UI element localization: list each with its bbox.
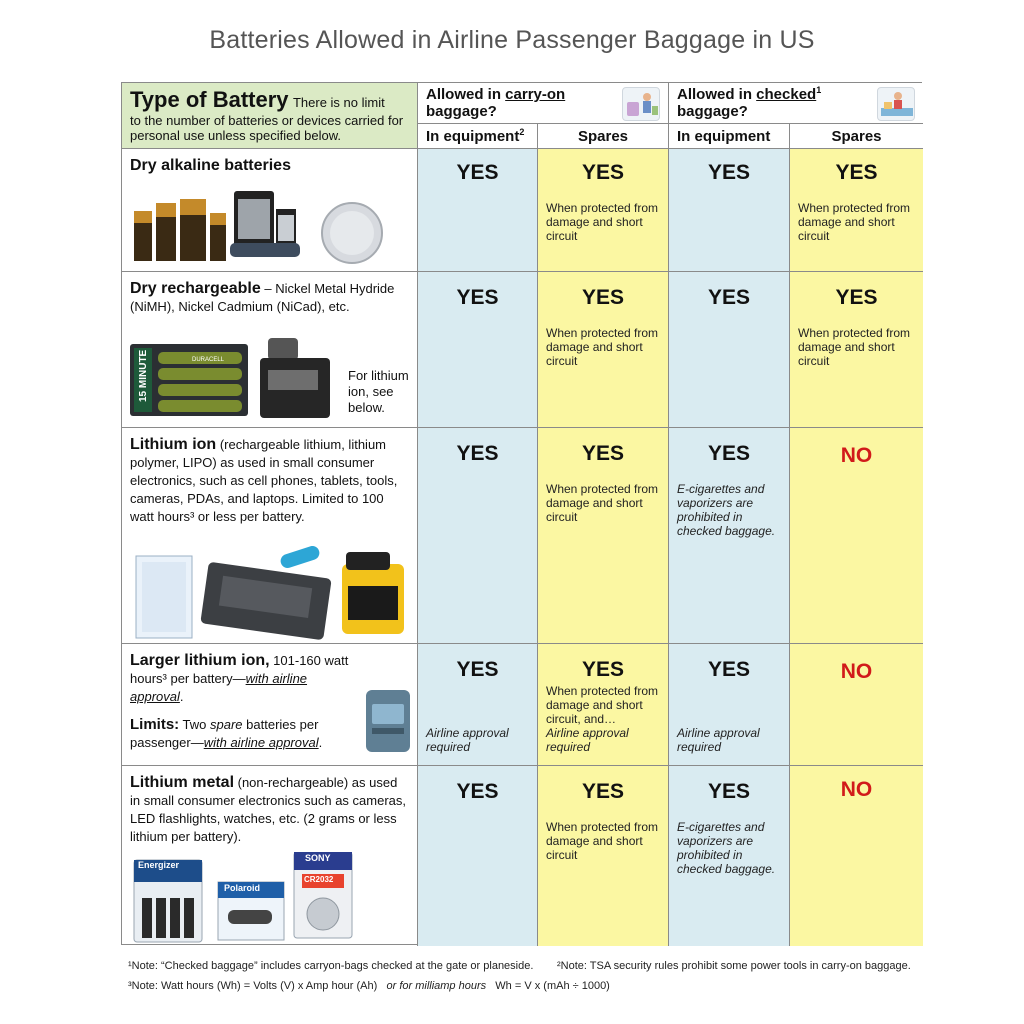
limits-label: Limits:: [130, 716, 180, 733]
answer-yes: YES: [581, 286, 625, 309]
type-note-b: to the number of batteries or devices carried for personal use unless specified below.: [130, 113, 404, 143]
condition-note: When protected from damage and short circuit: [546, 201, 659, 243]
answer-yes: YES: [835, 161, 878, 184]
alkaline-batteries-image: [130, 189, 400, 267]
svg-text:15 MINUTE: 15 MINUTE: [138, 349, 149, 402]
answer-yes: YES: [456, 658, 499, 681]
answer-yes: YES: [581, 161, 625, 184]
header-spares-carry: Spares: [538, 124, 669, 149]
row-lithium-metal-type: [122, 766, 418, 946]
airline-approval-note: Airline approval required: [546, 726, 629, 754]
row-dry-rechargeable-checked-spares: [790, 272, 923, 428]
answer-yes: YES: [456, 780, 499, 803]
checked-illustration-icon: [877, 87, 915, 121]
sony-label: SONY: [305, 853, 331, 863]
row-lithium-ion-checked-equipment: [669, 428, 790, 644]
airline-approval-note: Airline approval required: [426, 726, 509, 754]
row-dry-rechargeable-carry-equipment: [418, 272, 538, 428]
condition-note: When protected from damage and short circuit: [546, 820, 659, 862]
carry-on-illustration-icon: [622, 87, 660, 121]
row-larger-lithium-ion-type: Larger lithium ion, 101-160 watt hours³ per battery—with airline approval. Limits: Two spare batteries per passenger—with airline approval.: [122, 644, 418, 766]
ecig-warning-note: E-cigarettes and vaporizers are prohibited in checked baggage.: [677, 482, 776, 538]
row-dry-rechargeable-checked-equipment: [669, 272, 790, 428]
footnote-2: ²Note: TSA security rules prohibit some power tools in carry-on baggage.: [557, 960, 911, 972]
row-lithium-ion-carry-spares: [538, 428, 669, 644]
condition-note: When protected from damage and short circuit, and…: [546, 684, 659, 726]
row-lithium-metal-carry-spares: [538, 766, 669, 946]
large-battery-pack-image: [364, 688, 412, 754]
row-larger-lithium-ion-carry-equipment: [418, 644, 538, 766]
row-lithium-ion-checked-spares: [790, 428, 923, 644]
header-in-equipment-checked: In equipment: [669, 124, 790, 149]
carry-on-word: carry-on: [505, 86, 566, 103]
answer-yes: YES: [581, 780, 625, 803]
header-checked: Allowed in checked$^1$ baggage?: [669, 83, 923, 124]
row-dry-rechargeable-carry-spares: [538, 272, 669, 428]
answer-yes: YES: [581, 658, 625, 681]
answer-yes: YES: [581, 442, 625, 465]
polaroid-label: Polaroid: [224, 883, 261, 893]
row-desc: – Nickel Metal Hydride (NiMH), Nickel Cadmium (NiCad), etc.: [130, 281, 395, 314]
page-title: Batteries Allowed in Airline Passenger Baggage in US: [209, 26, 815, 54]
airline-approval-link: with airline approval: [130, 671, 308, 704]
type-title: Type of Battery: [130, 87, 289, 112]
answer-no: NO: [840, 778, 873, 801]
row-desc: (rechargeable lithium, lithium polymer, LIPO) as used in small consumer electronics, such as cell phones, tablets, tools, cameras, PDAs, and laptops. Limited to 100 watt hours³ or less per battery.: [130, 437, 398, 524]
answer-yes: YES: [707, 286, 751, 309]
header-in-equipment-carry: In equipment$^2$: [418, 124, 538, 149]
row-lithium-metal-checked-equipment: [669, 766, 790, 946]
battery-table: [121, 82, 922, 945]
row-larger-lithium-ion-checked-spares: [790, 644, 923, 766]
cr2032-label: CR2032: [304, 875, 334, 884]
row-dry-alkaline-checked-equipment: [669, 149, 790, 272]
header-carry-on: Allowed in carry-on baggage?: [418, 83, 669, 124]
header-type-of-battery: [122, 83, 418, 149]
condition-note: When protected from damage and short circuit: [546, 326, 659, 368]
row-lithium-metal-carry-equipment: [418, 766, 538, 946]
row-larger-lithium-ion-carry-spares: [538, 644, 669, 766]
answer-yes: YES: [707, 442, 751, 465]
condition-note: When protected from damage and short circuit: [798, 201, 911, 243]
footnote-1: ¹Note: “Checked baggage” includes carryon-bags checked at the gate or planeside.: [128, 960, 534, 972]
answer-yes: YES: [456, 442, 499, 465]
condition-note: When protected from damage and short circuit: [546, 482, 659, 524]
row-lithium-ion-type: [122, 428, 418, 644]
row-dry-alkaline-checked-spares: [790, 149, 923, 272]
energizer-label: Energizer: [138, 860, 180, 870]
answer-yes: YES: [707, 658, 751, 681]
airline-approval-link: with airline approval: [203, 735, 319, 750]
answer-yes: YES: [707, 161, 751, 184]
row-name: Lithium metal: [130, 774, 235, 791]
answer-yes: YES: [456, 286, 499, 309]
answer-no: NO: [840, 660, 873, 683]
ecig-warning-note: E-cigarettes and vaporizers are prohibited in checked baggage.: [677, 820, 776, 876]
row-larger-lithium-ion-checked-equipment: [669, 644, 790, 766]
row-dry-alkaline-carry-equipment: [418, 149, 538, 272]
condition-note: When protected from damage and short circuit: [798, 326, 911, 368]
row-name: Lithium ion: [130, 436, 217, 453]
row-dry-alkaline-type: [122, 149, 418, 272]
lithium-see-below-note: For lithium ion, see below.: [348, 368, 409, 415]
rechargeable-batteries-image: [130, 338, 335, 422]
answer-yes: YES: [456, 161, 499, 184]
answer-yes: YES: [835, 286, 878, 309]
type-note-a: There is no limit: [292, 95, 385, 110]
row-name: Larger lithium ion,: [130, 652, 270, 669]
row-dry-alkaline-carry-spares: [538, 149, 669, 272]
row-desc: (non-rechargeable) as used in small consumer electronics such as cameras, LED flashlights, watches, etc. (2 grams or less lithium per battery).: [130, 775, 406, 844]
airline-approval-note: Airline approval required: [677, 726, 760, 754]
svg-text:DURACELL: DURACELL: [192, 357, 225, 363]
row-dry-rechargeable-type: [122, 272, 418, 428]
answer-yes: YES: [707, 780, 751, 803]
row-name: Dry rechargeable: [130, 280, 261, 297]
row-lithium-ion-carry-equipment: [418, 428, 538, 644]
checked-word: checked: [756, 86, 817, 103]
row-lithium-metal-checked-spares: [790, 766, 923, 946]
answer-no: NO: [840, 444, 873, 467]
header-spares-checked: Spares: [790, 124, 923, 149]
row-name: Dry alkaline batteries: [130, 157, 291, 174]
footnote-3: ³Note: Watt hours (Wh) = Volts (V) x Amp hour (Ah) or for milliamp hours Wh = V x (mAh ÷ 1000): [128, 980, 610, 992]
lithium-ion-batteries-image: [130, 546, 412, 640]
